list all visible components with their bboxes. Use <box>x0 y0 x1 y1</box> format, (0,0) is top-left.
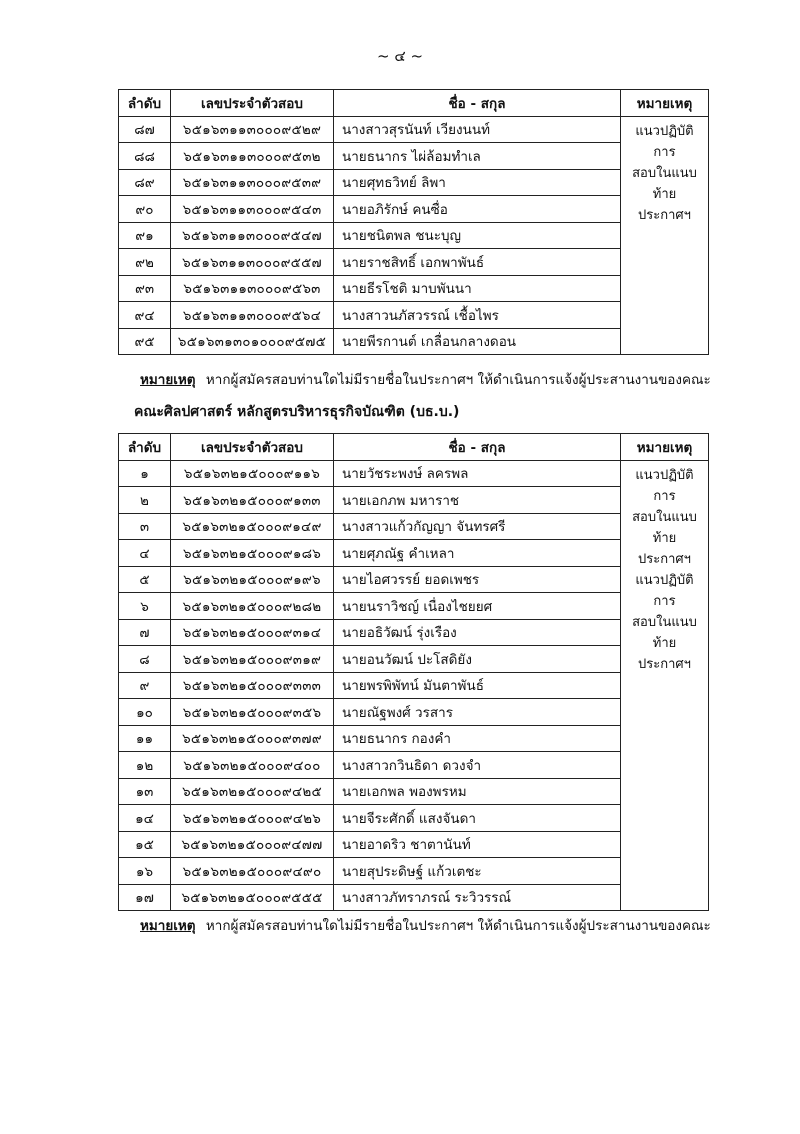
table-row <box>119 275 709 302</box>
row-number: ๙๕ <box>119 328 171 355</box>
note-label: หมายเหตุ <box>140 372 196 388</box>
row-number: ๑๐ <box>119 699 171 726</box>
candidate-name: นายเอกภพ มหาราช <box>334 487 621 514</box>
table-row <box>119 778 709 805</box>
candidate-name: นางสาวสุรนันท์ เวียงนนท์ <box>334 116 621 143</box>
table-row <box>119 487 709 514</box>
table-row <box>119 143 709 170</box>
row-number: ๑๗ <box>119 884 171 911</box>
candidate-name: นายพีรกานต์ เกลื่อนกลางดอน <box>334 328 621 355</box>
column-header-exam-id: เลขประจำตัวสอบ <box>171 90 334 117</box>
remark-cell <box>621 460 709 911</box>
exam-id: ๖๕๑๖๓๒๑๕๐๐๐๙๑๓๓ <box>171 487 334 514</box>
column-header-remark: หมายเหตุ <box>621 90 709 117</box>
table-row <box>119 513 709 540</box>
table-row <box>119 566 709 593</box>
candidate-name: นายธีรโชติ มาบพันนา <box>334 275 621 302</box>
row-number: ๙๔ <box>119 302 171 329</box>
table-row <box>119 328 709 355</box>
candidate-name: นางสาวนภัสวรรณ์ เชื้อไพร <box>334 302 621 329</box>
exam-id: ๖๕๑๖๓๒๑๕๐๐๐๙๔๗๗ <box>171 831 334 858</box>
table-header-row <box>119 90 709 117</box>
candidate-name: นายนราวิชญ์ เนื่องไชยยศ <box>334 593 621 620</box>
remark-line: สอบในแนบท้าย <box>632 614 697 651</box>
table-row <box>119 222 709 249</box>
remark-line: สอบในแนบท้าย <box>632 165 697 202</box>
candidate-name: นายชนิตพล ชนะบุญ <box>334 222 621 249</box>
row-number: ๑๖ <box>119 858 171 885</box>
table-row <box>119 593 709 620</box>
exam-id: ๖๕๑๖๓๑๑๓๐๐๐๙๕๖๓ <box>171 275 334 302</box>
table-row <box>119 805 709 832</box>
row-number: ๘๘ <box>119 143 171 170</box>
candidate-name: นายสุประดิษฐ์ แก้วเตชะ <box>334 858 621 885</box>
row-number: ๑๑ <box>119 725 171 752</box>
exam-id: ๖๕๑๖๓๑๑๓๐๐๐๙๕๓๙ <box>171 169 334 196</box>
candidate-name: นายอธิวัฒน์ รุ่งเรือง <box>334 619 621 646</box>
column-header-exam-id: เลขประจำตัวสอบ <box>171 434 334 461</box>
exam-id: ๖๕๑๖๓๑๓๐๑๐๐๐๙๕๗๕ <box>171 328 334 355</box>
table-row <box>119 646 709 673</box>
candidate-name: นายศุภณัฐ คำเหลา <box>334 540 621 567</box>
row-number: ๙๑ <box>119 222 171 249</box>
column-header-no: ลำดับ <box>119 90 171 117</box>
table-row <box>119 725 709 752</box>
candidate-name: นายอภิรักษ์ คนซื่อ <box>334 196 621 223</box>
note-text: หากผู้สมัครสอบท่านใดไม่มีรายชื่อในประกาศฯ ให้ดำเนินการแจ้งผู้ประสานงานของคณะ <box>205 372 711 388</box>
table-row <box>119 302 709 329</box>
candidate-name: นางสาวกวินธิดา ดวงจำ <box>334 752 621 779</box>
candidate-name: นายศุทธวิทย์ ลิพา <box>334 169 621 196</box>
exam-id: ๖๕๑๖๓๒๑๕๐๐๐๙๔๒๖ <box>171 805 334 832</box>
table-row <box>119 831 709 858</box>
remark-line: แนวปฏิบัติการ <box>635 467 694 504</box>
exam-id: ๖๕๑๖๓๒๑๕๐๐๐๙๑๙๖ <box>171 566 334 593</box>
remark-line: ประกาศฯ <box>638 656 691 672</box>
row-number: ๒ <box>119 487 171 514</box>
table-header-row <box>119 434 709 461</box>
table-row <box>119 672 709 699</box>
column-header-name: ชื่อ - สกุล <box>334 90 621 117</box>
row-number: ๓ <box>119 513 171 540</box>
row-number: ๕ <box>119 566 171 593</box>
row-number: ๑๒ <box>119 752 171 779</box>
column-header-remark: หมายเหตุ <box>621 434 709 461</box>
table-row <box>119 540 709 567</box>
exam-id: ๖๕๑๖๓๒๑๕๐๐๐๙๒๘๒ <box>171 593 334 620</box>
row-number: ๔ <box>119 540 171 567</box>
row-number: ๗ <box>119 619 171 646</box>
candidate-name: นางสาวภัทราภรณ์ ระวิวรรณ์ <box>334 884 621 911</box>
row-number: ๙ <box>119 672 171 699</box>
candidate-name: นายเอกพล พองพรหม <box>334 778 621 805</box>
table-row <box>119 169 709 196</box>
exam-id: ๖๕๑๖๓๑๑๓๐๐๐๙๕๔๗ <box>171 222 334 249</box>
exam-id: ๖๕๑๖๓๒๑๕๐๐๐๙๓๕๖ <box>171 699 334 726</box>
remark-cell <box>621 116 709 355</box>
row-number: ๑๓ <box>119 778 171 805</box>
candidate-name: นายพรพิพัทน์ มันตาพันธ์ <box>334 672 621 699</box>
exam-id: ๖๕๑๖๓๒๑๕๐๐๐๙๓๗๙ <box>171 725 334 752</box>
exam-id: ๖๕๑๖๓๒๑๕๐๐๐๙๓๓๓ <box>171 672 334 699</box>
note-text: หากผู้สมัครสอบท่านใดไม่มีรายชื่อในประกาศฯ ให้ดำเนินการแจ้งผู้ประสานงานของคณะ <box>205 918 711 934</box>
exam-id: ๖๕๑๖๓๒๑๕๐๐๐๙๔๒๕ <box>171 778 334 805</box>
row-number: ๑๕ <box>119 831 171 858</box>
candidate-name: นายธนากร ไผ่ล้อมทำเล <box>334 143 621 170</box>
candidate-name: นายอาดริว ชาตานันท์ <box>334 831 621 858</box>
table-row <box>119 752 709 779</box>
candidate-name: นายธนากร กองคำ <box>334 725 621 752</box>
candidate-name: นายณัฐพงศ์ วรสาร <box>334 699 621 726</box>
candidate-name: นายจีระศักดิ์ แสงจันดา <box>334 805 621 832</box>
row-number: ๙๒ <box>119 249 171 276</box>
exam-roster-table-1 <box>118 89 709 355</box>
remark-line: ประกาศฯ <box>638 207 691 223</box>
exam-id: ๖๕๑๖๓๑๑๓๐๐๐๙๕๔๓ <box>171 196 334 223</box>
note-2 <box>140 914 711 936</box>
exam-id: ๖๕๑๖๓๑๑๓๐๐๐๙๕๒๙ <box>171 116 334 143</box>
table-row <box>119 116 709 143</box>
candidate-name: นายอนวัฒน์ ปะโสดิยัง <box>334 646 621 673</box>
remark-line: สอบในแนบท้าย <box>632 509 697 546</box>
note-label: หมายเหตุ <box>140 918 196 934</box>
exam-roster-table-2 <box>118 433 709 911</box>
remark-line: แนวปฏิบัติการ <box>635 572 694 609</box>
section-heading: คณะศิลปศาสตร์ หลักสูตรบริหารธุรกิจบัณฑิต (บธ.บ.) <box>134 404 460 420</box>
exam-id: ๖๕๑๖๓๒๑๕๐๐๐๙๓๑๙ <box>171 646 334 673</box>
column-header-name: ชื่อ - สกุล <box>334 434 621 461</box>
exam-id: ๖๕๑๖๓๑๑๓๐๐๐๙๕๖๔ <box>171 302 334 329</box>
page-number: ~ ๔ ~ <box>376 47 424 65</box>
column-header-no: ลำดับ <box>119 434 171 461</box>
candidate-name: นายราชสิทธิ์ เอกพาพันธ์ <box>334 249 621 276</box>
table-row <box>119 619 709 646</box>
candidate-name: นางสาวแก้วกัญญา จันทรศรี <box>334 513 621 540</box>
note-1 <box>140 368 711 390</box>
candidate-name: นายไอศวรรย์ ยอดเพชร <box>334 566 621 593</box>
exam-id: ๖๕๑๖๓๑๑๓๐๐๐๙๕๓๒ <box>171 143 334 170</box>
table-row <box>119 460 709 487</box>
exam-id: ๖๕๑๖๓๒๑๕๐๐๐๙๕๕๕ <box>171 884 334 911</box>
row-number: ๙๐ <box>119 196 171 223</box>
exam-id: ๖๕๑๖๓๑๑๓๐๐๐๙๕๕๗ <box>171 249 334 276</box>
row-number: ๑๔ <box>119 805 171 832</box>
row-number: ๘๙ <box>119 169 171 196</box>
exam-id: ๖๕๑๖๓๒๑๕๐๐๐๙๓๑๔ <box>171 619 334 646</box>
table-row <box>119 249 709 276</box>
exam-id: ๖๕๑๖๓๒๑๕๐๐๐๙๑๑๖ <box>171 460 334 487</box>
exam-id: ๖๕๑๖๓๒๑๕๐๐๐๙๔๙๐ <box>171 858 334 885</box>
table-row <box>119 196 709 223</box>
row-number: ๙๓ <box>119 275 171 302</box>
candidate-name: นายวัชระพงษ์ ลครพล <box>334 460 621 487</box>
table-row <box>119 858 709 885</box>
exam-id: ๖๕๑๖๓๒๑๕๐๐๐๙๑๔๙ <box>171 513 334 540</box>
exam-id: ๖๕๑๖๓๒๑๕๐๐๐๙๑๘๖ <box>171 540 334 567</box>
row-number: ๖ <box>119 593 171 620</box>
remark-line: แนวปฏิบัติการ <box>635 123 694 160</box>
exam-id: ๖๕๑๖๓๒๑๕๐๐๐๙๔๐๐ <box>171 752 334 779</box>
table-row <box>119 884 709 911</box>
table-row <box>119 699 709 726</box>
row-number: ๘ <box>119 646 171 673</box>
row-number: ๑ <box>119 460 171 487</box>
row-number: ๘๗ <box>119 116 171 143</box>
remark-line: ประกาศฯ <box>638 551 691 567</box>
